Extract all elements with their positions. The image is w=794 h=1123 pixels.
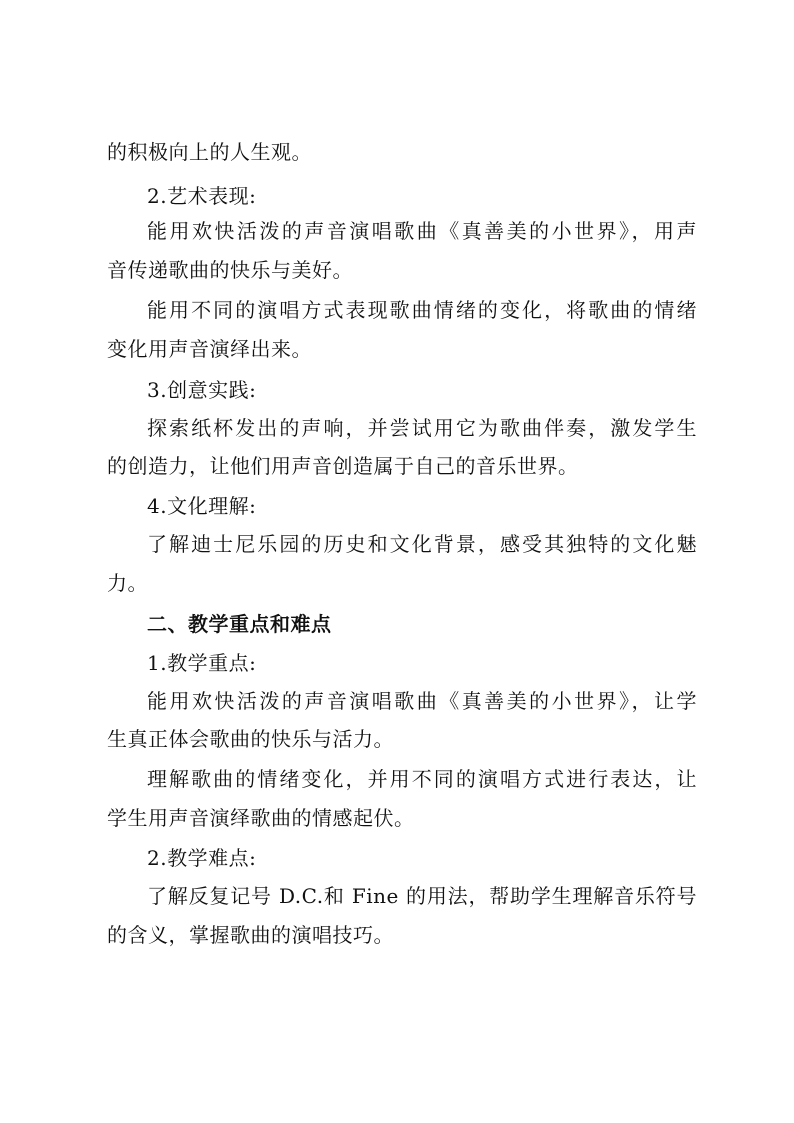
paragraph-line: 理解歌曲的情绪变化，并用不同的演唱方式进行表达，让	[147, 767, 697, 791]
paragraph-line: 的创造力，让他们用声音创造属于自己的音乐世界。	[107, 454, 579, 478]
paragraph-line: 能用不同的演唱方式表现歌曲情绪的变化，将歌曲的情绪	[147, 298, 697, 322]
subheading-artistic-expression: 2.艺术表现:	[147, 184, 257, 208]
paragraph-line: 的积极向上的人生观。	[107, 140, 312, 164]
subheading-cultural-understanding: 4.文化理解:	[147, 494, 257, 518]
subheading-teaching-focus: 1.教学重点:	[147, 651, 257, 675]
paragraph-line: 能用欢快活泼的声音演唱歌曲《真善美的小世界》，让学	[147, 689, 697, 713]
paragraph-line: 力。	[107, 571, 148, 595]
paragraph-line: 变化用声音演绎出来。	[107, 337, 312, 361]
paragraph-line: 生真正体会歌曲的快乐与活力。	[107, 727, 394, 751]
paragraph-line: 了解反复记号 D.C.和 Fine 的用法，帮助学生理解音乐符号	[147, 884, 697, 908]
section-heading-key-points: 二、教学重点和难点	[147, 612, 332, 636]
paragraph-line: 学生用声音演绎歌曲的情感起伏。	[107, 806, 415, 830]
subheading-teaching-difficulty: 2.教学难点:	[147, 846, 257, 870]
paragraph-line: 了解迪士尼乐园的历史和文化背景，感受其独特的文化魅	[147, 532, 697, 556]
paragraph-line: 能用欢快活泼的声音演唱歌曲《真善美的小世界》，用声	[147, 219, 697, 243]
paragraph-line: 探索纸杯发出的声响，并尝试用它为歌曲伴奏，激发学生	[147, 416, 697, 440]
paragraph-line: 音传递歌曲的快乐与美好。	[107, 258, 353, 282]
subheading-creative-practice: 3.创意实践:	[147, 378, 257, 402]
paragraph-line: 的含义，掌握歌曲的演唱技巧。	[107, 923, 394, 947]
